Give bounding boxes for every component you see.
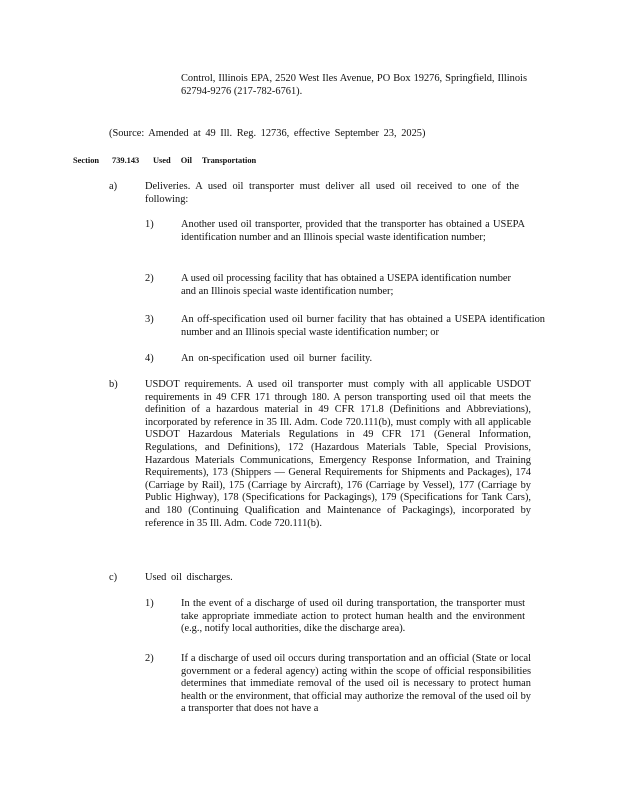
continuation-text: Control, Illinois EPA, 2520 West Iles Avenue, PO Box 19276, Springfield, Illinois 62794-9276 (217-782-6761). — [181, 73, 527, 97]
item-a4-label: 4) — [145, 353, 154, 364]
item-c2-text: If a discharge of used oil occurs during transportation and an official (State or local government or a federal agency) acting within the scope of official responsibilities determines that immediate removal of the used oil is necessary to protect human health or the environment, that official may authorize the removal of the used oil by a transporter that does not have a — [181, 653, 531, 715]
section-number: 739.143 — [112, 156, 140, 165]
subsection-b-label: b) — [109, 379, 118, 390]
item-c1-text: In the event of a discharge of used oil during transportation, the transporter must take appropriate immediate action to protect human health and the environment (e.g., notify local authorities, dike the discharge area). — [181, 598, 525, 635]
source-note: (Source: Amended at 49 Ill. Reg. 12736, effective September 23, 2025) — [109, 128, 426, 139]
item-a1-label: 1) — [145, 219, 154, 230]
subsection-c-label: c) — [109, 572, 118, 583]
item-a2-text: A used oil processing facility that has obtained a USEPA identification number and an Illinois special waste identification number; — [181, 273, 511, 297]
item-a2-label: 2) — [145, 273, 154, 284]
item-c1-label: 1) — [145, 598, 154, 609]
item-c2-label: 2) — [145, 653, 154, 664]
subsection-b-text: USDOT requirements. A used oil transporter must comply with all applicable USDOT requirements in 49 CFR 171 through 180. A person transporting used oil that meets the definition of a hazardous material in 49 CFR 171.8 (Definitions and Abbreviations), incorporated by reference in 35 Ill. Adm. Code 720.111(b), must comply with all applicable USDOT Hazardous Materials Regulations in 49 CFR 171 (General Information, Regulations, and Definitions), 172 (Hazardous Materials Table, Special Provisions, Hazardous Materials Communications, Emergency Response Information, and Training Requirements), 173 (Shippers — General Requirements for Shipments and Packages), 174 (Carriage by Rail), 175 (Carriage by Aircraft), 176 (Carriage by Vessel), 177 (Carriage by Public Highway), 178 (Specifications for Packagings), 179 (Specifications for Tank Cars), and 180 (Continuing Qualification and Maintenance of Packagings), incorporated by reference in 35 Ill. Adm. Code 720.111(b). — [145, 379, 531, 529]
subsection-a-label: a) — [109, 181, 118, 192]
item-a3-text: An off-specification used oil burner facility that has obtained a USEPA identification number and an Illinois special waste identification number; or — [181, 314, 545, 338]
subsection-a-text: Deliveries. A used oil transporter must deliver all used oil received to one of the following: — [145, 181, 519, 205]
subsection-c-text: Used oil discharges. — [145, 572, 233, 583]
section-label: Section — [73, 156, 100, 165]
item-a4-text: An on-specification used oil burner facility. — [181, 353, 373, 364]
item-a1-text: Another used oil transporter, provided that the transporter has obtained a USEPA identification number and an Illinois special waste identification number; — [181, 219, 525, 243]
item-a3-label: 3) — [145, 314, 154, 325]
section-title: Used Oil Transportation — [153, 156, 257, 165]
